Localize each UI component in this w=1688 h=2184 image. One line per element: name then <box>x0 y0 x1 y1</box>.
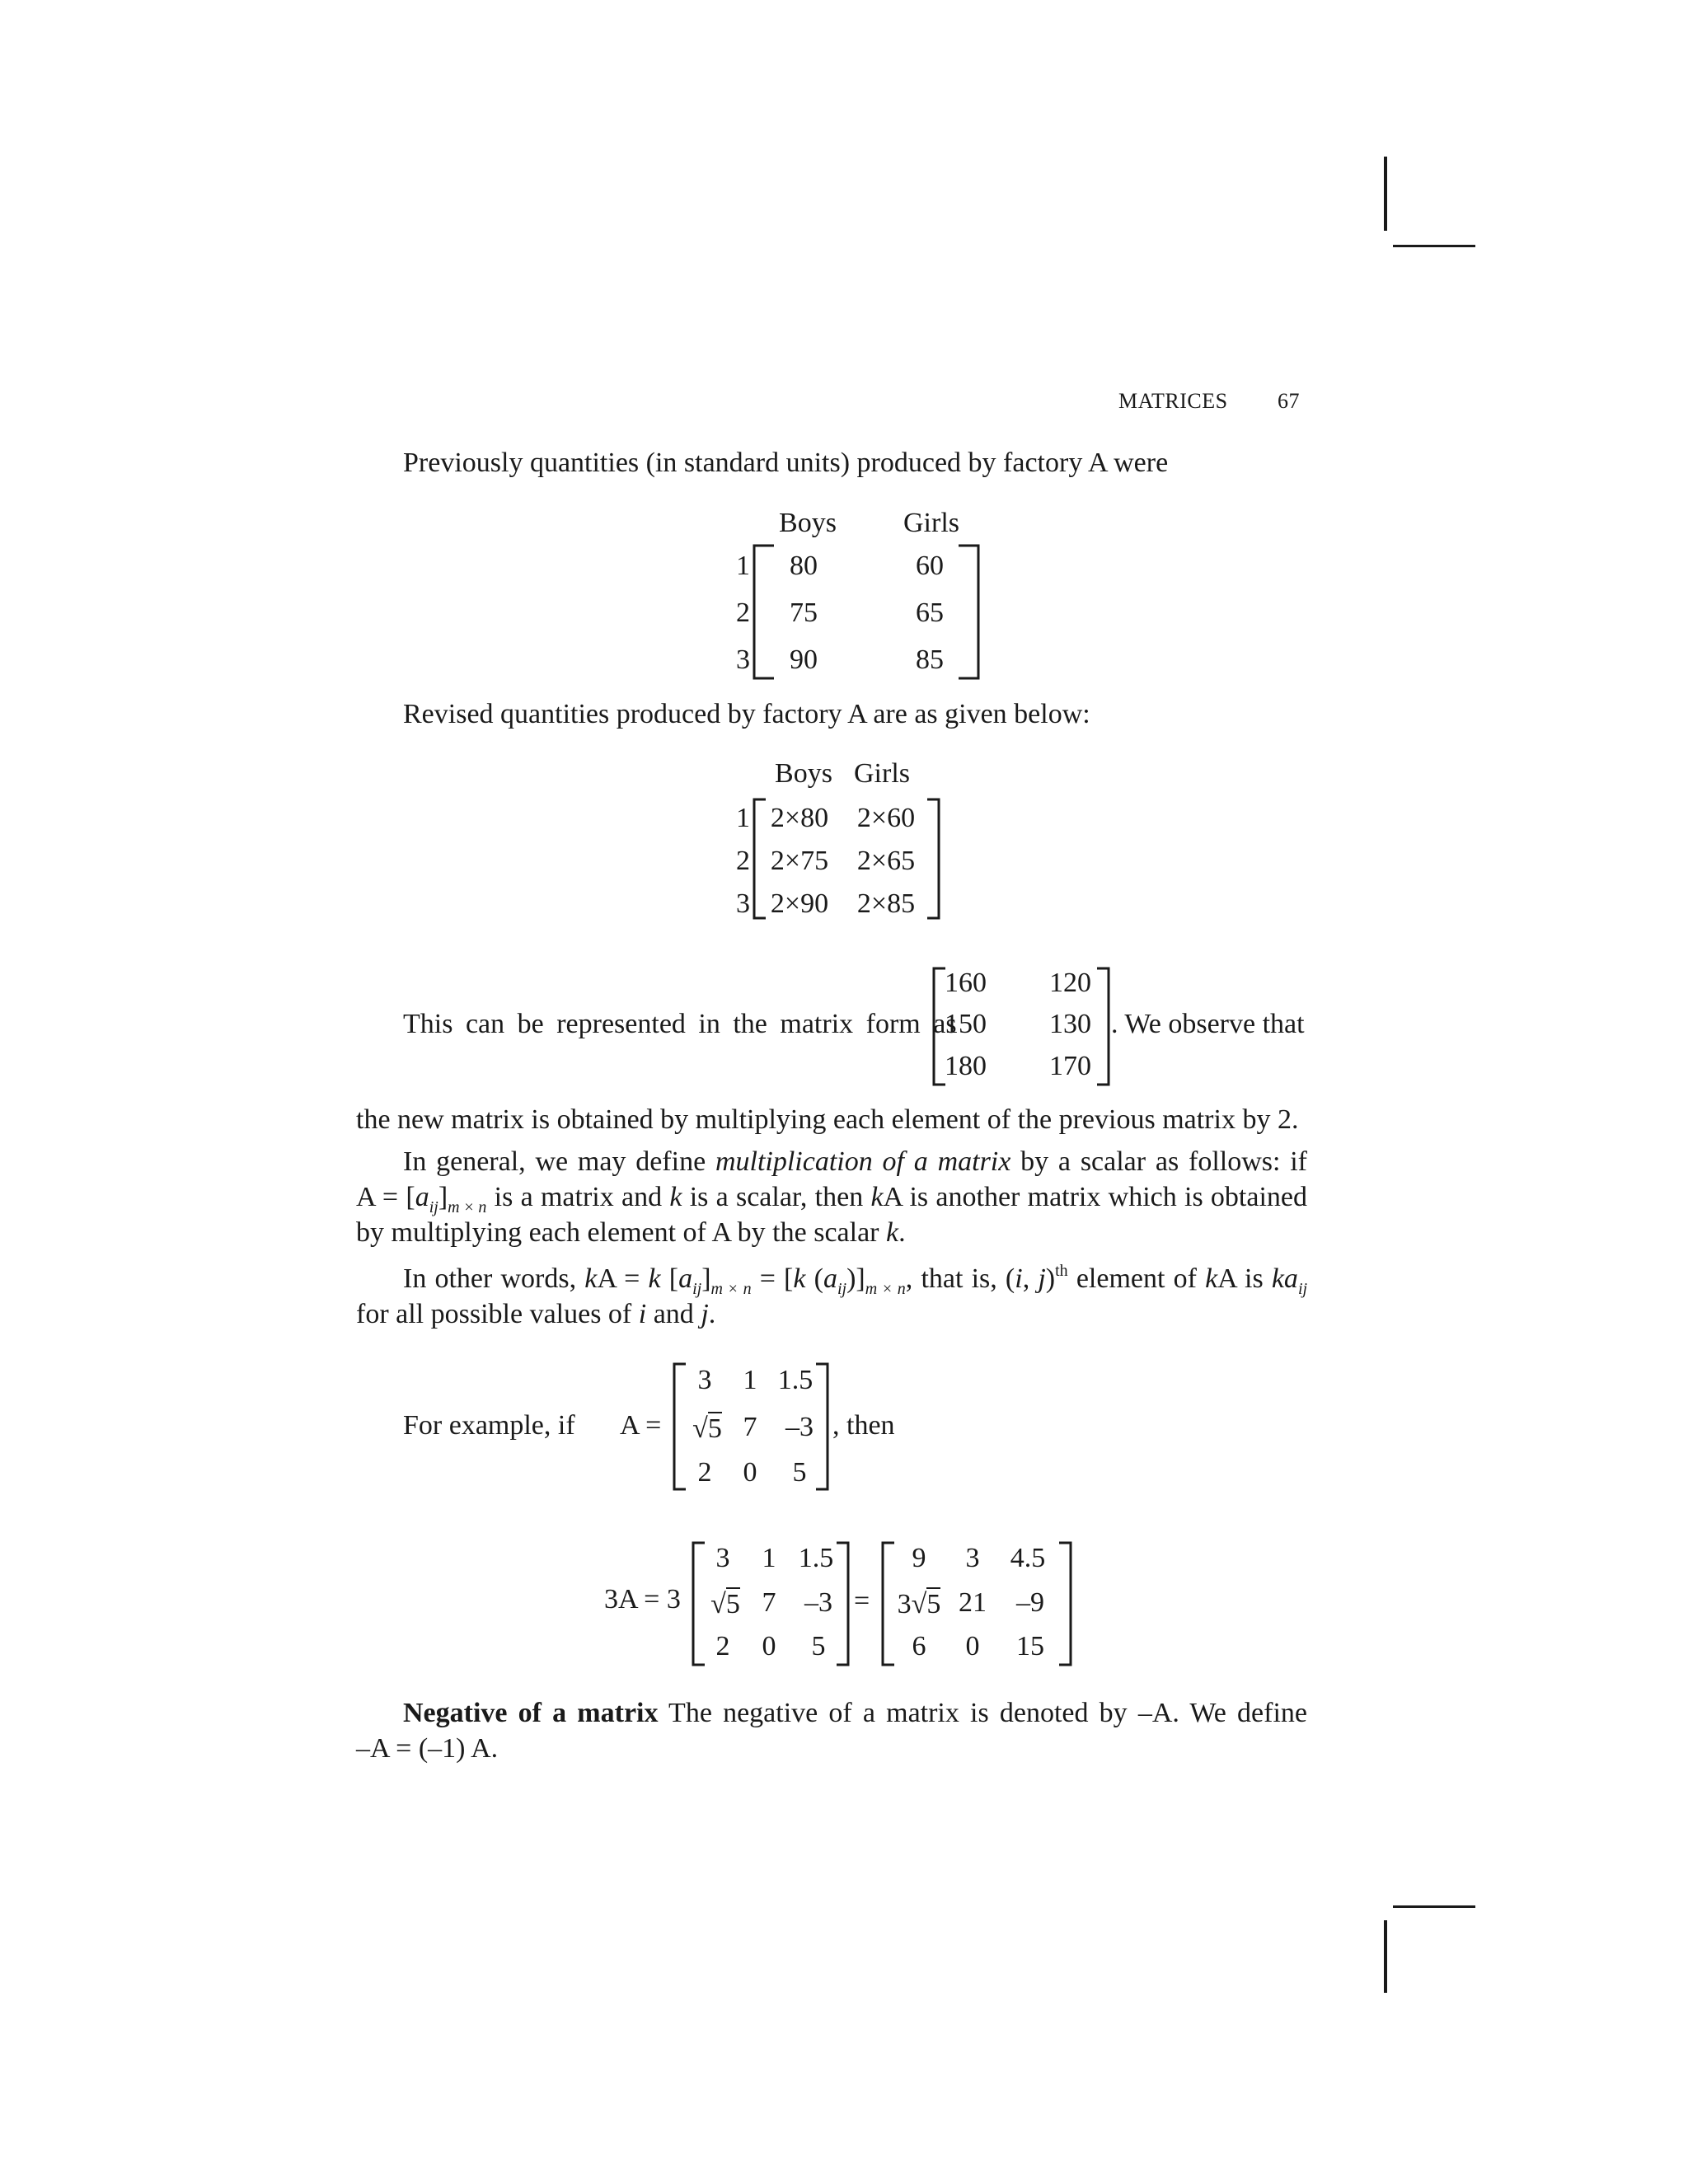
example2-result-cell: 3 <box>965 1543 980 1573</box>
example2-lhs: 3A = 3 <box>604 1584 681 1615</box>
table1-col-header-girls: Girls <box>903 508 959 538</box>
running-title: MATRICES <box>1118 389 1228 413</box>
table2-cell: 2×65 <box>856 846 916 876</box>
example2-result-cell: 4.5 <box>1010 1543 1046 1573</box>
table2-col-header-girls: Girls <box>854 758 910 789</box>
table2-row-label-1: 1 <box>736 803 750 833</box>
matrix-form-cell: 120 <box>1049 968 1091 998</box>
table1-row-label-3: 3 <box>736 644 750 675</box>
example2-cell-sqrt: √5 <box>710 1589 740 1619</box>
example-cell: 2 <box>697 1457 712 1488</box>
table1-row-label-1: 1 <box>736 551 750 581</box>
definition-line-3: by multiplying each element of A by the scalar k. <box>356 1217 906 1248</box>
table2-row-label-3: 3 <box>736 888 750 919</box>
example-cell: 1 <box>743 1365 757 1395</box>
example2-cell: 5 <box>811 1631 826 1661</box>
table1-col-header-boys: Boys <box>779 508 837 538</box>
example-cell: 0 <box>743 1457 757 1488</box>
table2-row-label-2: 2 <box>736 846 750 876</box>
example2-cell: 2 <box>715 1631 730 1661</box>
matrix-form-cell: 150 <box>945 1009 987 1039</box>
example2-result-cell: 3 <box>897 1589 912 1619</box>
example-cell: 5 <box>792 1457 807 1488</box>
example2-result-radicand: 5 <box>926 1589 941 1619</box>
crop-mark-bottom-horizontal <box>1393 1905 1475 1908</box>
example-cell: 7 <box>743 1412 757 1442</box>
negative-line-2: –A = (–1) A. <box>356 1733 499 1764</box>
table2-cell: 2×90 <box>770 888 829 919</box>
revised-sentence: Revised quantities produced by factory A are as given below: <box>403 699 1090 729</box>
table1-cell: 75 <box>790 598 818 628</box>
example2-cell: –3 <box>804 1587 832 1618</box>
table1-cell: 65 <box>916 598 944 628</box>
example-cell: –3 <box>785 1412 814 1442</box>
table2-cell: 2×85 <box>856 888 916 919</box>
negative-text: The negative of a matrix is denoted by –A. We define <box>668 1698 1307 1728</box>
matrix-form-cell: 170 <box>1049 1051 1091 1081</box>
example2-result-cell-sqrt: 3√5 <box>897 1589 941 1619</box>
matrix-form-right-bracket <box>1095 967 1111 1086</box>
table2-cell: 2×60 <box>856 803 916 833</box>
other-words-line-2: for all possible values of i and j. <box>356 1299 716 1329</box>
example2-result-cell: 9 <box>912 1543 926 1573</box>
other-words-line-1: In other words, kA = k $[a_{ij}]_{m \times n} = [k$ $(a_{ij})]_{m \times n}$, that is, (i, j)$^{th}$ element of kA is $ka_{ij}$ <box>403 1262 1308 1298</box>
example2-cell: 5 <box>725 1589 740 1619</box>
intro-sentence: Previously quantities (in standard units) produced by factory A were <box>403 448 1169 478</box>
matrix-form-cell: 130 <box>1049 1009 1091 1039</box>
table2-cell: 2×75 <box>770 846 829 876</box>
example2-result-cell: –9 <box>1016 1587 1044 1618</box>
crop-mark-top-vertical <box>1384 157 1387 231</box>
example2-cell: 7 <box>762 1587 776 1618</box>
example-tail: , then <box>832 1410 895 1441</box>
table2-right-bracket <box>925 798 941 920</box>
example2-cell: 3 <box>715 1543 730 1573</box>
negative-line-1 <box>356 1695 1307 1731</box>
example-cell: 5 <box>707 1413 722 1444</box>
example-cell: 1.5 <box>777 1365 814 1395</box>
table2-cell: 2×80 <box>770 803 829 833</box>
table1-cell: 85 <box>916 644 944 675</box>
example-lead: For example, if <box>403 1410 575 1441</box>
example2-result-cell: 0 <box>965 1631 980 1661</box>
example2-cell: 0 <box>762 1631 776 1661</box>
matrix-form-cell: 180 <box>945 1051 987 1081</box>
matrix-form-lead: This can be represented in the matrix form as <box>403 1009 957 1039</box>
example2-result-right-bracket <box>1057 1541 1073 1666</box>
example-lhs: A = <box>620 1410 662 1441</box>
table1-cell: 80 <box>790 551 818 581</box>
example2-cell: 1 <box>762 1543 776 1573</box>
example2-equals: = <box>854 1586 870 1616</box>
table1-row-label-2: 2 <box>736 598 750 628</box>
crop-mark-top-horizontal <box>1393 245 1475 247</box>
example2-result-cell: 6 <box>912 1631 926 1661</box>
table1-cell: 60 <box>916 551 944 581</box>
example2-result-cell: 15 <box>1016 1631 1044 1661</box>
crop-mark-bottom-vertical <box>1384 1920 1387 1993</box>
negative-heading: Negative of a matrix <box>403 1698 659 1728</box>
example2-result-cell: 21 <box>959 1587 987 1618</box>
example2-cell: 1.5 <box>798 1543 834 1573</box>
definition-line-1: In general, we may define multiplication of a matrix by a scalar as follows: if <box>403 1146 1308 1177</box>
example-cell-sqrt: √5 <box>692 1413 722 1444</box>
example-cell: 3 <box>697 1365 712 1395</box>
observation-sentence: the new matrix is obtained by multiplying each element of the previous matrix by 2. <box>356 1104 1299 1135</box>
matrix-form-cell: 160 <box>945 968 987 998</box>
table2-col-header-boys: Boys <box>775 758 832 789</box>
definition-line-2: $A = [a_{ij}]_{m \times n}$ is a matrix and k is a scalar, then kA is another matrix which is obtained <box>356 1182 1308 1216</box>
page-number: 67 <box>1278 389 1300 413</box>
table1-cell: 90 <box>790 644 818 675</box>
matrix-form-tail: . We observe that <box>1111 1009 1305 1039</box>
